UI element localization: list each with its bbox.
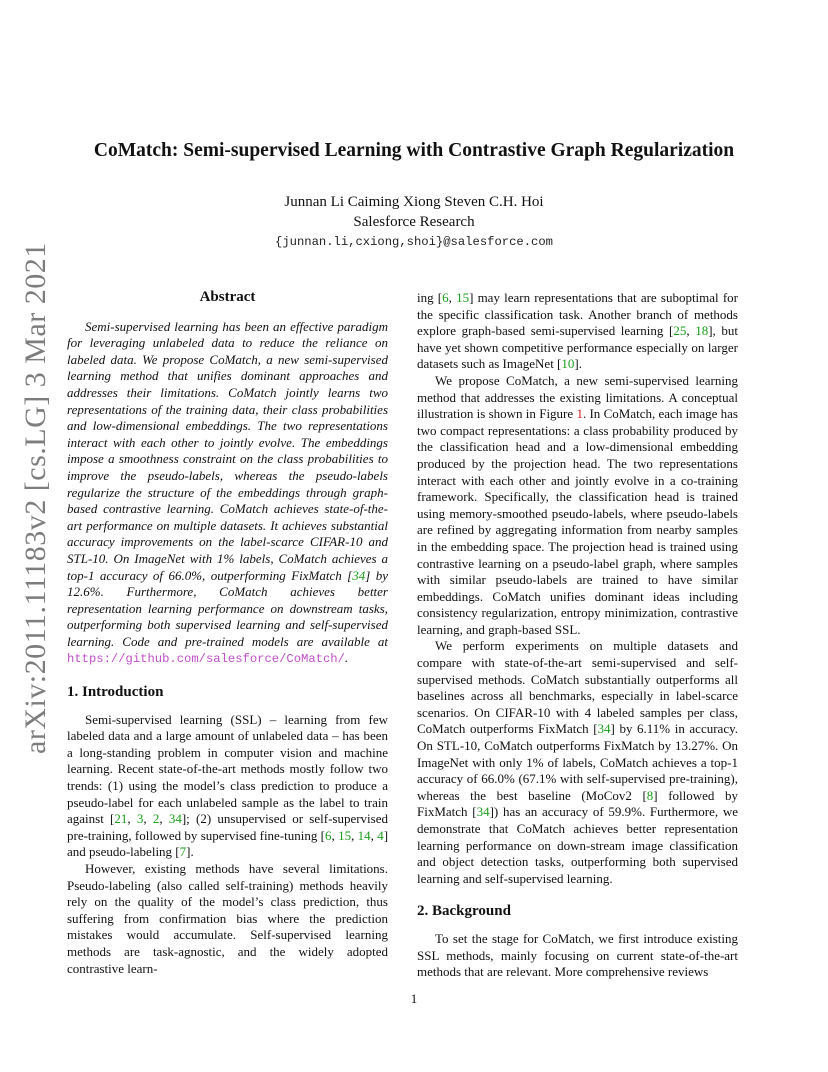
body-paragraph (417, 638, 738, 887)
intro-paragraph (67, 712, 388, 861)
author-emails: {junnan.li,cxiong,shoi}@salesforce.com (275, 235, 553, 249)
code-url-link[interactable]: https://github.com/salesforce/CoMatch/ (67, 652, 345, 667)
paragraph-text: ]. (186, 844, 194, 860)
figure-reference-link[interactable]: 1 (576, 406, 583, 422)
citation-link[interactable]: 4 (377, 827, 384, 843)
arxiv-identifier: arXiv:2011.11183v2 [cs.LG] 3 Mar 2021 (19, 242, 52, 754)
paragraph-text: Semi-supervised learning (SSL) – learning from few labeled data and a large amount of unlabeled data – has been a long-standing problem in computer vision and machine learning. Recent state-of-the-art methods mostly follow two trends: (1) using the model’s class prediction to produce a pseudo-label for each unlabeled sample as the label to train against [ (67, 711, 388, 827)
citation-link[interactable]: 25 (673, 323, 687, 339)
right-column (417, 290, 738, 981)
left-column (67, 289, 388, 977)
section-heading-background: 2. Background (417, 903, 511, 920)
citation-link[interactable]: 6 (325, 827, 332, 843)
citation-link[interactable]: 34 (168, 811, 182, 827)
abstract-text (67, 319, 388, 668)
citation-link[interactable]: 10 (561, 356, 575, 372)
paragraph-text: , (370, 827, 378, 843)
paragraph-text: ] by 6.11% in accuracy. On STL-10, CoMatch outperforms FixMatch by 13.27%. On ImageNet with only 1% of labels, CoMatch achieves a top-1 accuracy of 66.0% (67.1% with self-supervised pre-training), whereas the best baseline (MoCov2 [ (417, 721, 738, 803)
citation-link[interactable]: 21 (114, 811, 128, 827)
paragraph-text: We propose CoMatch, a new semi-supervised learning method that addresses the existing limitations. A conceptual illustration is shown in Figure (417, 372, 738, 422)
citation-link[interactable]: 15 (456, 290, 470, 305)
body-paragraph (417, 373, 738, 639)
paragraph-text: , (127, 811, 137, 827)
section-heading-introduction: 1. Introduction (67, 684, 164, 701)
paragraph-text: ]) has an accuracy of 59.9%. Furthermore, we demonstrate that CoMatch achieves better representation learning performance on down-stream image classification and object detection tasks, outperforming both supervised learning and self-supervised learning. (417, 804, 738, 886)
paragraph-text: , (143, 811, 153, 827)
citation-link[interactable]: 34 (597, 721, 611, 737)
citation-link[interactable]: 3 (136, 811, 144, 827)
paragraph-text: ]; (2) unsupervised or self-supervised pre-training, followed by supervised fine-tuning [ (67, 811, 388, 843)
citation-link[interactable]: 34 (352, 567, 366, 583)
citation-link[interactable]: 15 (338, 827, 352, 843)
paragraph-text: ] and pseudo-labeling [ (67, 827, 389, 860)
paragraph-text: We perform experiments on multiple datasets and compare with state-of-the-art semi-supervised and self-supervised methods. CoMatch substantially outperforms all baselines across all benchmarks, especially in label-scarce scenarios. On CIFAR-10 with 4 labeled samples per class, CoMatch outperforms FixMatch [ (417, 638, 738, 737)
paper-title: CoMatch: Semi-supervised Learning with Contrastive Graph Regularization (93, 140, 735, 161)
abstract-text-part: . (344, 650, 349, 666)
paragraph-text: , (159, 811, 169, 827)
paragraph-text: , (331, 827, 339, 843)
abstract-text-part: ] by 12.6%. Furthermore, CoMatch achieves better representation learning performance on downstream tasks, outperforming both supervised learning and self-supervised learning. Code and pre-trained models are available at (67, 567, 388, 649)
paragraph-text: ], but have yet shown competitive performance especially on larger datasets such as ImageNet [ (417, 323, 738, 372)
citation-link[interactable]: 2 (152, 811, 160, 827)
paragraph-text: ] may learn representations that are suboptimal for the specific classification task. Another branch of methods explore graph-based semi-supervised learning [ (417, 290, 738, 339)
citation-link[interactable]: 34 (476, 804, 490, 820)
citation-link[interactable]: 18 (695, 323, 709, 339)
paragraph-text: , (448, 290, 457, 305)
paragraph-text: , (686, 323, 696, 339)
citation-link[interactable]: 6 (442, 290, 449, 305)
paragraph-text: ] followed by FixMatch [ (417, 787, 738, 820)
paragraph-text: ing [ (417, 290, 443, 305)
body-paragraph: To set the stage for CoMatch, we first introduce existing SSL methods, mainly focusing on current state-of-the-art methods that are relevant. More comprehensive reviews (417, 930, 738, 980)
abstract-text-part: Semi-supervised learning has been an effective paradigm for leveraging unlabeled data to reduce the reliance on labeled data. We propose CoMatch, a new semi-supervised learning method that unifies dominant approaches and addresses their limitations. CoMatch jointly learns two representations of the training data, their class probabilities and low-dimensional embeddings. The two representations interact with each other to jointly evolve. The embeddings impose a smoothness constraint on the class probabilities to improve the pseudo-labels, whereas the pseudo-labels regularize the structure of the embeddings through graph-based contrastive learning. CoMatch achieves state-of-the-art performance on multiple datasets. It achieves substantial accuracy improvements on the label-scarce CIFAR-10 and STL-10. On ImageNet with 1% labels, CoMatch achieves a top-1 accuracy of 66.0%, outperforming FixMatch [ (67, 318, 388, 583)
paragraph-text: ]. (574, 356, 582, 372)
paragraph-text: , (351, 827, 358, 843)
citation-link[interactable]: 7 (179, 844, 187, 860)
paragraph-text: . In CoMatch, each image has two compact representations: a class probability produced by the classification head and a low-dimensional embedding produced by the projection head. The two representations interact with each other and jointly evolve in a co-training framework. Specifically, the classification head is trained using memory-smoothed pseudo-labels, where pseudo-labels are refined by aggregating information from nearby samples in the embedding space. The projection head is trained using contrastive learning on a pseudo-label graph, where samples with similar pseudo-labels are trained to have similar embeddings. CoMatch unifies dominant ideas including consistency regularization, entropy minimization, contrastive learning, and graph-based SSL. (417, 406, 738, 637)
page-number: 1 (410, 991, 418, 1006)
citation-link[interactable]: 14 (357, 827, 371, 843)
affiliation: Salesforce Research (353, 214, 475, 230)
author-list: Junnan Li Caiming Xiong Steven C.H. Hoi (284, 194, 544, 210)
citation-link[interactable]: 8 (646, 787, 654, 803)
abstract-heading: Abstract (199, 289, 256, 305)
body-paragraph (417, 290, 738, 373)
intro-paragraph: However, existing methods have several limitations. Pseudo-labeling (also called self-training) methods heavily rely on the quality of the model’s class prediction, thus suffering from confirmation bias where the prediction mistakes would accumulate. Self-supervised learning methods are task-agnostic, and the widely adopted contrastive learn- (67, 861, 388, 976)
